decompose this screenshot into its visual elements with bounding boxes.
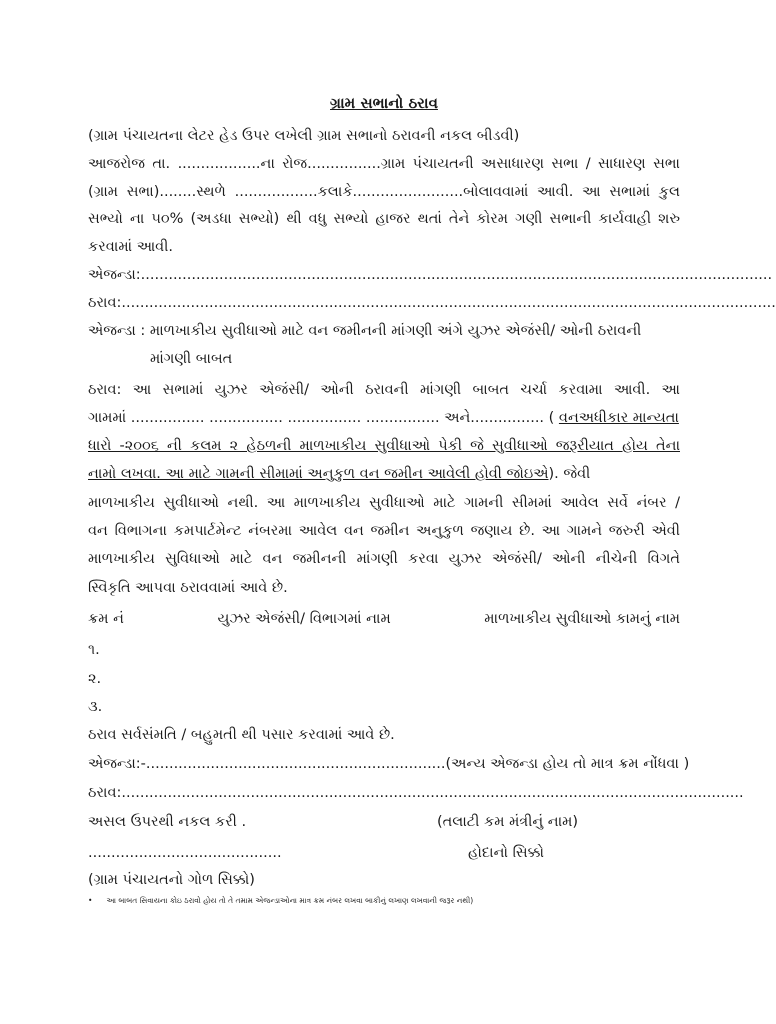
table-col-agency: યુઝર એજંસી/ વિભાગમાં નામ [217, 611, 391, 627]
resolution-main-line-7: માળખાકીય સુવિધાઓ માટે વન જમીનની માંગણી કરવા યુઝર એજંસી/ ઓની નીચેની વિગતે [88, 551, 680, 567]
agenda-main-line-2: માંગણી બાબત [150, 351, 233, 367]
resolution-main-line-4 [88, 464, 680, 484]
resolution-main-line-2-text: ગામમાં ................ ................ ................ ................ અને................ ( [88, 410, 559, 426]
intro-line-1: આજરોજ તા. ..................ના રોજ................ગ્રામ પંચાયતની અસાધારણ સભા / સાધારણ સભા [88, 156, 680, 172]
intro-line-4: કરવામાં આવી. [88, 239, 173, 255]
resolution-main-line-2 [88, 408, 680, 428]
resolution-main-line-5: માળખાકીય સુવીધાઓ નથી. આ માળખાકીય સુવીધાઓ માટે ગામની સીમમાં આવેલ સર્વે નંબર / [88, 495, 680, 511]
page-title: ગ્રામ સભાનો ઠરાવ [330, 94, 438, 112]
resolution-blank: ઠરાવ:.............................................................................................................................................. [88, 295, 776, 311]
resolution-main-line-6: વન વિભાગના કમપાર્ટમેન્ટ નંબરમા આવેલ વન જમીન અનુકુળ જણાય છે. આ ગામને જરુરી એવી [88, 523, 680, 539]
signature-line: .......................................... [88, 845, 282, 861]
table-col-serial: ક્રમ નં [88, 611, 124, 627]
agenda-blank: એજન્ડા:......................................................................................................................................... [88, 267, 773, 283]
intro-line-2: (ગ્રામ સભા)........સ્થળે ..................કલાકે........................બોલાવવામાં આવી. આ સભામાં કુલ [88, 184, 680, 200]
talati-label: (તલાટી કમ મંત્રીનું નામ) [437, 814, 579, 830]
copy-label: અસલ ઉપરથી નકલ કરી . [88, 814, 247, 830]
resolution-main-line-3: ધારો -૨૦૦૬ ની કલમ ૨ હેઠળની માળખાકીય સુવીધાઓ પેકી જે સુવીધાઓ જરૂરીયાત હોય તેના [88, 438, 680, 454]
resolution-main-line-4-tail: ). જેવી [548, 466, 591, 482]
agenda-main-line-1: એજન્ડા : માળખાકીય સુવીધાઓ માટે વન જમીનની માંગણી અંગે યુઝર એજંસી/ ઓની ઠરાવની [88, 323, 642, 339]
footnote-text: આ બાબત સિવાયના કોઇ ઠરાવો હોય તો તે તમામ એજન્ડાઓના માત્ર ક્રમ નંબર લખવા બાકીનું લખાણ લખવાની જરૂર નથી) [106, 896, 474, 905]
resolution-main-line-8: સ્વિકૃતિ આપવા ઠરાવવામાં આવે છે. [88, 580, 288, 596]
forest-rights-act-text: વનઅધીકાર માન્યતા [558, 410, 679, 426]
intro-line-3: સભ્યો ના ૫૦% (અડધા સભ્યો) થી વધુ સભ્યો હાજર થતાં તેને કોરમ ગણી સભાની કાર્યવાહી શરુ [88, 211, 680, 227]
bullet-icon: • [88, 896, 93, 905]
designation-seal: હોદાનો સિક્કો [468, 845, 545, 861]
table-header [88, 609, 680, 629]
subtitle: (ગ્રામ પંચાયતના લેટર હેડ ઉપર લખેલી ગ્રામ સભાનો ઠરાવની નકલ બીડવી) [88, 128, 520, 144]
footnote [88, 896, 688, 906]
resolution-other: ઠરાવ:....................................................................................................................................... [88, 785, 744, 801]
round-seal-label: (ગ્રામ પંચાયતનો ગોળ સિક્કો) [88, 872, 255, 888]
table-row-1: ૧. [88, 642, 100, 658]
table-col-facility: માળખાકીય સુવીધાઓ કામનું નામ [484, 611, 680, 627]
resolution-main-line-4-underlined: નામો લખવા. આ માટે ગામની સીમામાં અનુકુળ વન જમીન આવેલી હોવી જોઇએ [88, 466, 549, 482]
table-row-2: ૨. [88, 671, 102, 687]
resolution-passed: ઠરાવ સર્વસંમતિ / બહુમતી થી પસાર કરવામાં આવે છે. [88, 727, 395, 743]
table-row-3: ૩. [88, 699, 103, 715]
resolution-main-line-1: ઠરાવ: આ સભામાં યુઝર એજંસી/ ઓની ઠરાવની માંગણી બાબત ચર્ચા કરવામા આવી. આ [88, 382, 680, 398]
agenda-other: એજન્ડા:-.................................................................(અન્ય એજન્ડા હોય તો માત્ર ક્રમ નોંધવા ) [88, 756, 690, 772]
